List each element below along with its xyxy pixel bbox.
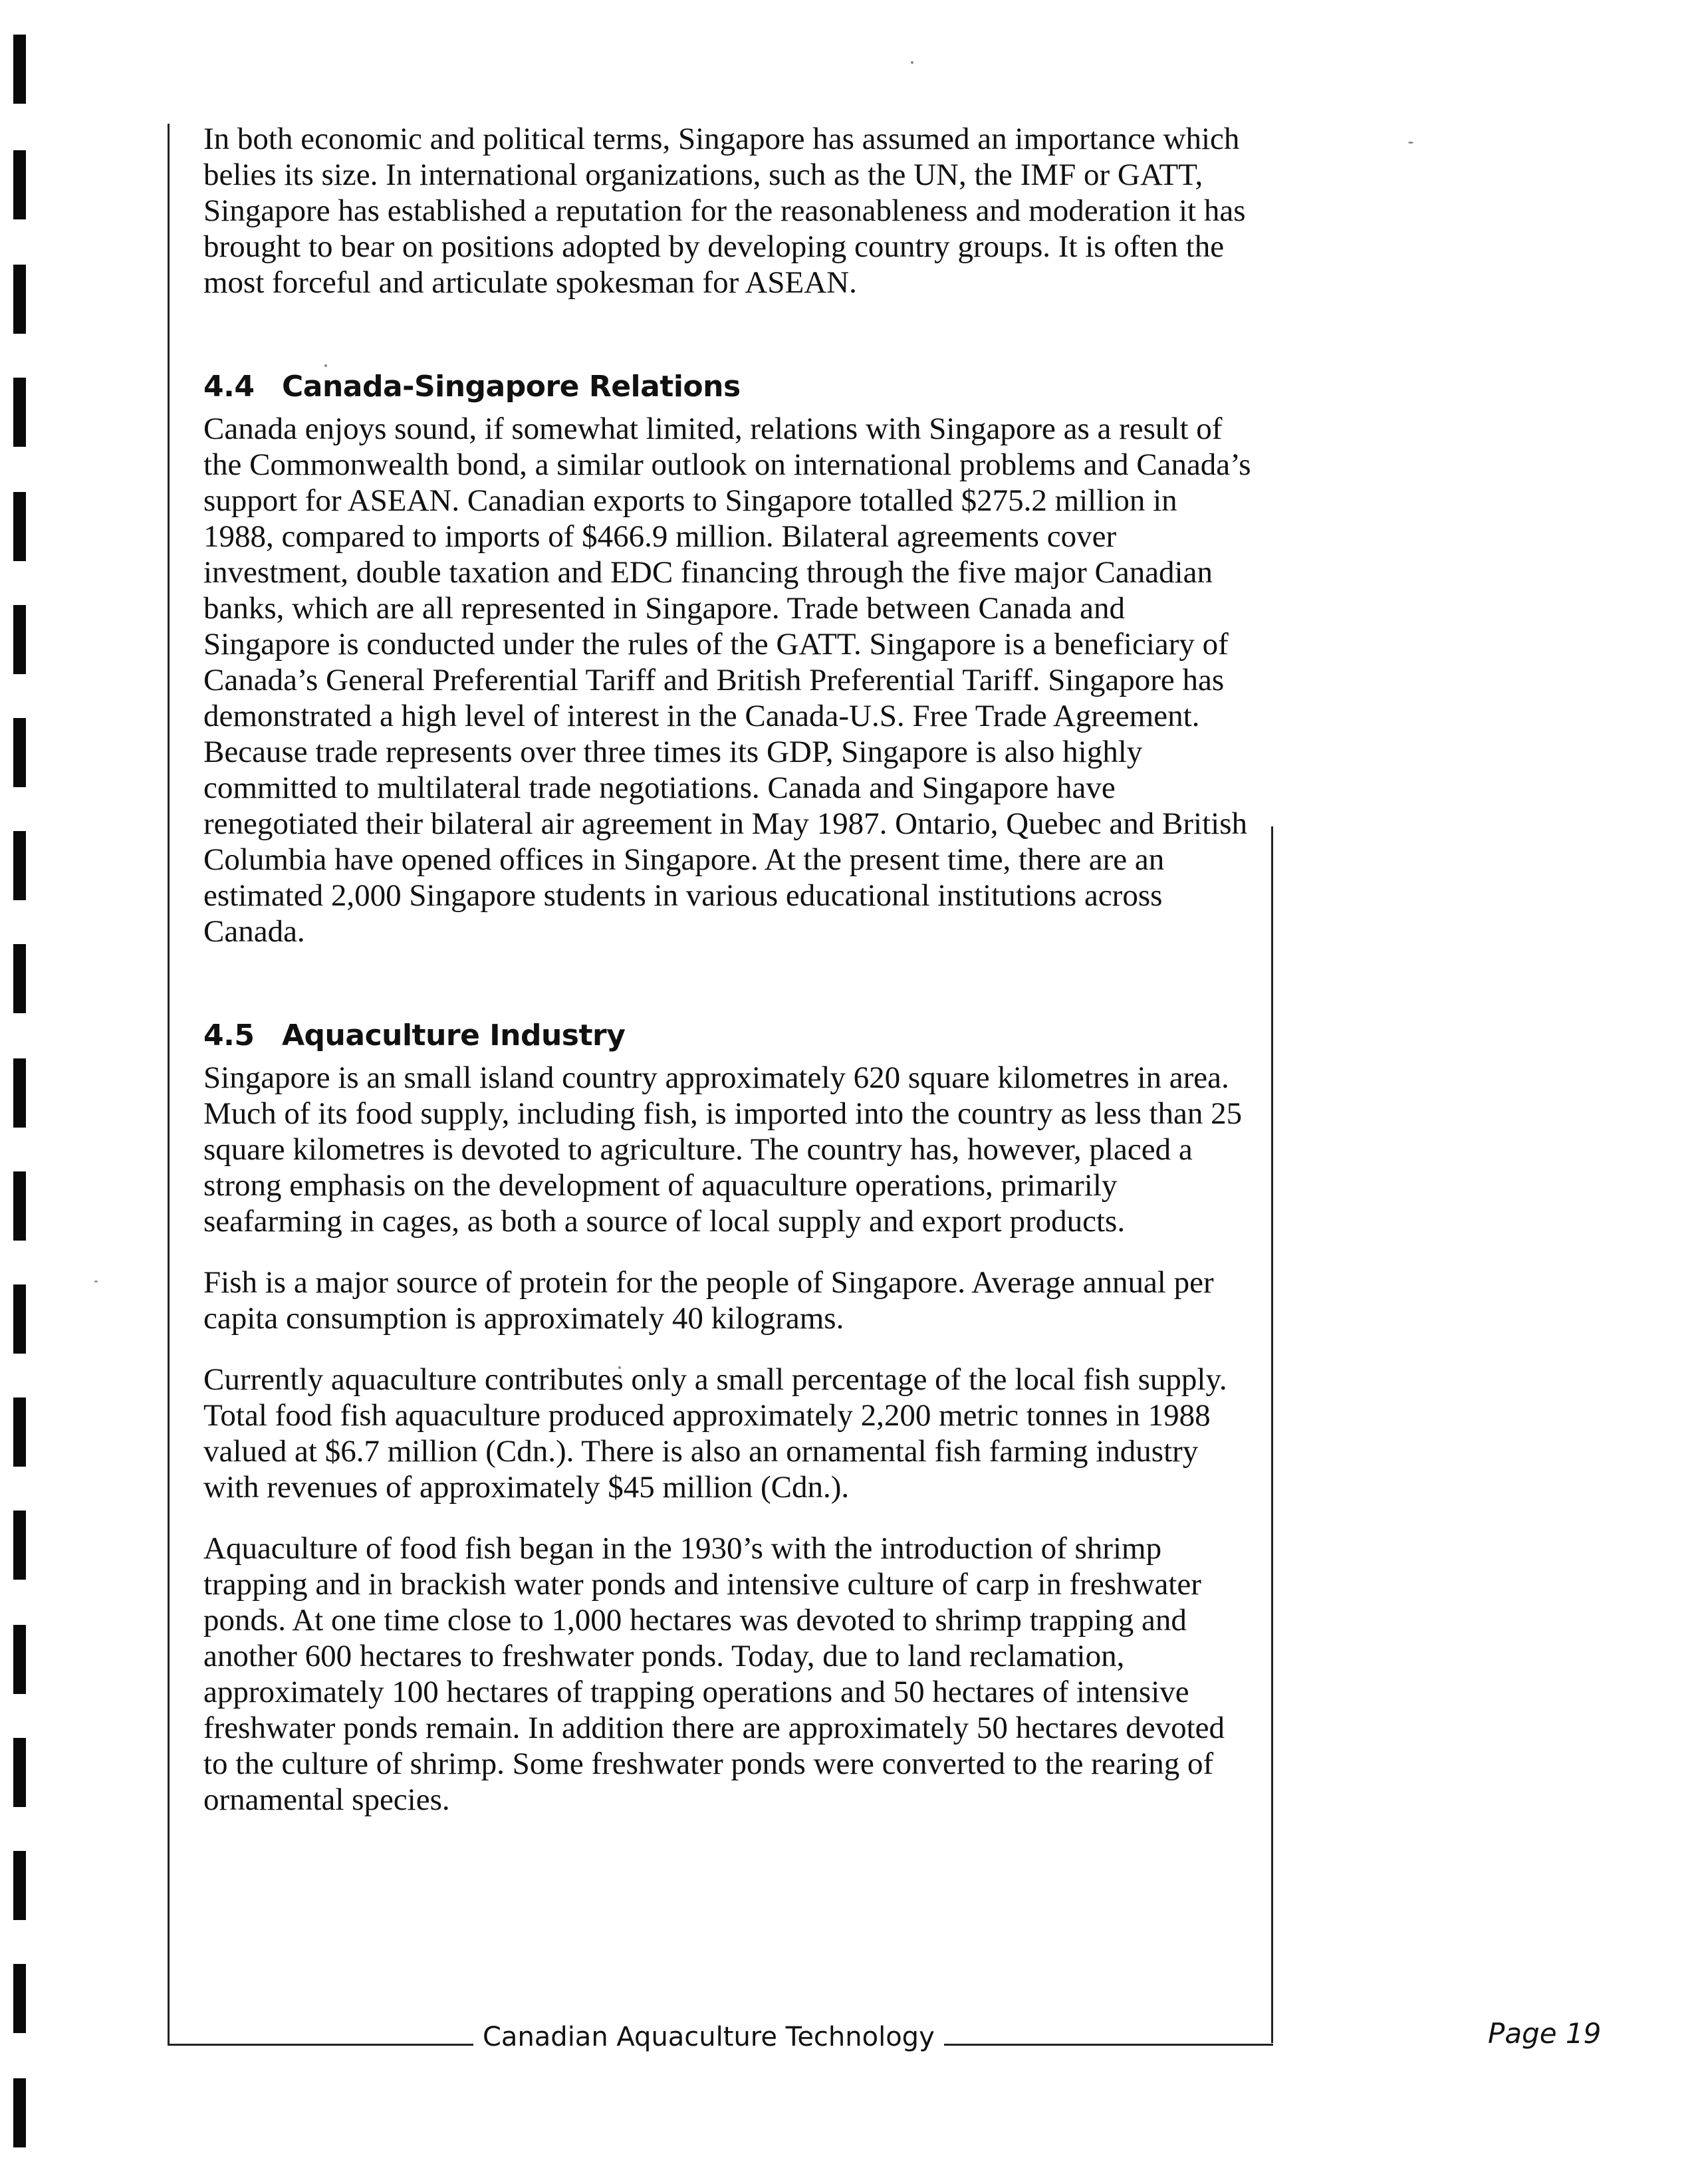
section-paragraph: Currently aquaculture contributes only a small percentage of the local fish supply. Total food fish aquaculture produced approximately 2,200 metric tonnes in 1988 valued at $6.7 million (Cdn.). There is also an ornamental fish farming industry with revenues of approximately $45 million (Cdn.). (203, 1362, 1227, 1505)
binding-mark (13, 1511, 26, 1580)
binding-mark (13, 1964, 26, 2033)
section-aquaculture-industry (203, 1017, 1254, 1818)
intro-paragraph: In both economic and political terms, Singapore has assumed an importance which belies its size. In international organizations, such as the UN, the IMF or GATT, Singapore has established a reputation for the reasonableness and moderation it has brought to bear on positions adopted by developing country groups. It is often the most forceful and articulate spokesman for ASEAN. (203, 122, 1246, 300)
frame-right-rule (1271, 826, 1273, 2043)
section-canada-singapore-relations (203, 368, 1254, 949)
binding-mark (13, 1851, 26, 1920)
section-paragraph: Fish is a major source of protein for the people of Singapore. Average annual per capita consumption is approximately 40 kilograms. (203, 1265, 1214, 1336)
binding-mark (13, 2078, 26, 2147)
page-content (203, 121, 1254, 1818)
binding-mark (13, 1284, 26, 1354)
binding-mark (13, 1625, 26, 1694)
scan-speck (94, 1280, 98, 1282)
scan-speck (911, 61, 913, 64)
binding-mark (13, 265, 26, 334)
section-paragraph: Aquaculture of food fish began in the 1930’s with the introduction of shrimp trapping and in brackish water ponds and intensive culture of carp in freshwater ponds. At one time close to 1,000 hectares was devoted to shrimp trapping and another 600 hectares to freshwater ponds. Today, due to land reclamation, approximately 100 hectares of trapping operations and 50 hectares of intensive freshwater ponds remain. In addition there are approximately 50 hectares devoted to the culture of shrimp. Some freshwater ponds were converted to the rearing of ornamental species. (203, 1531, 1225, 1817)
binding-mark (13, 1738, 26, 1807)
binding-mark (13, 1171, 26, 1241)
section-number: 4.5 (203, 1019, 255, 1052)
binding-mark (13, 492, 26, 561)
section-paragraph: Canada enjoys sound, if somewhat limited, relations with Singapore as a result of the Commonwealth bond, a similar outlook on international problems and Canada’s support for ASEAN. Canadian exports to Singapore totalled $275.2 million in 1988, compared to imports of $466.9 million. Bilateral agreements cover investment, double taxation and EDC financing through the five major Canadian banks, which are all represented in Singapore. Trade between Canada and Singapore is conducted under the rules of the GATT. Singapore is a beneficiary of Canada’s General Preferential Tariff and British Preferential Tariff. Singapore has demonstrated a high level of interest in the Canada-U.S. Free Trade Agreement. Because trade represents over three times its GDP, Singapore is also highly committed to multilateral trade negotiations. Canada and Singapore have renegotiated their bilateral air agreement in May 1987. Ontario, Quebec and British Columbia have opened offices in Singapore. At the present time, there are an estimated 2,000 Singapore students in various educational institutions across Canada. (203, 412, 1251, 949)
binding-marks (0, 0, 40, 2184)
footer-publication-title: Canadian Aquaculture Technology (473, 2021, 944, 2053)
scan-speck (1408, 142, 1413, 144)
section-paragraph: Singapore is an small island country approximately 620 square kilometres in area. Much of its food supply, including fish, is imported into the country as less than 25 square kilometres is devoted to agriculture. The country has, however, placed a strong emphasis on the development of aquaculture operations, primarily seafarming in cages, as both a source of local supply and export products. (203, 1060, 1243, 1239)
binding-mark (13, 1058, 26, 1128)
section-number: 4.4 (203, 370, 255, 404)
binding-mark (13, 1397, 26, 1467)
binding-mark (13, 378, 26, 447)
binding-mark (13, 35, 26, 104)
page-number: Page 19 (1488, 2017, 1602, 2050)
page-footer (168, 2021, 1273, 2050)
binding-mark (13, 831, 26, 900)
binding-mark (13, 718, 26, 787)
section-heading (203, 1017, 1254, 1054)
section-heading (203, 368, 1254, 406)
binding-mark (13, 150, 26, 219)
frame-left-rule (168, 124, 170, 2044)
binding-mark (13, 944, 26, 1013)
binding-mark (13, 605, 26, 674)
section-title: Aquaculture Industry (282, 1019, 626, 1052)
section-title: Canada-Singapore Relations (282, 370, 741, 404)
